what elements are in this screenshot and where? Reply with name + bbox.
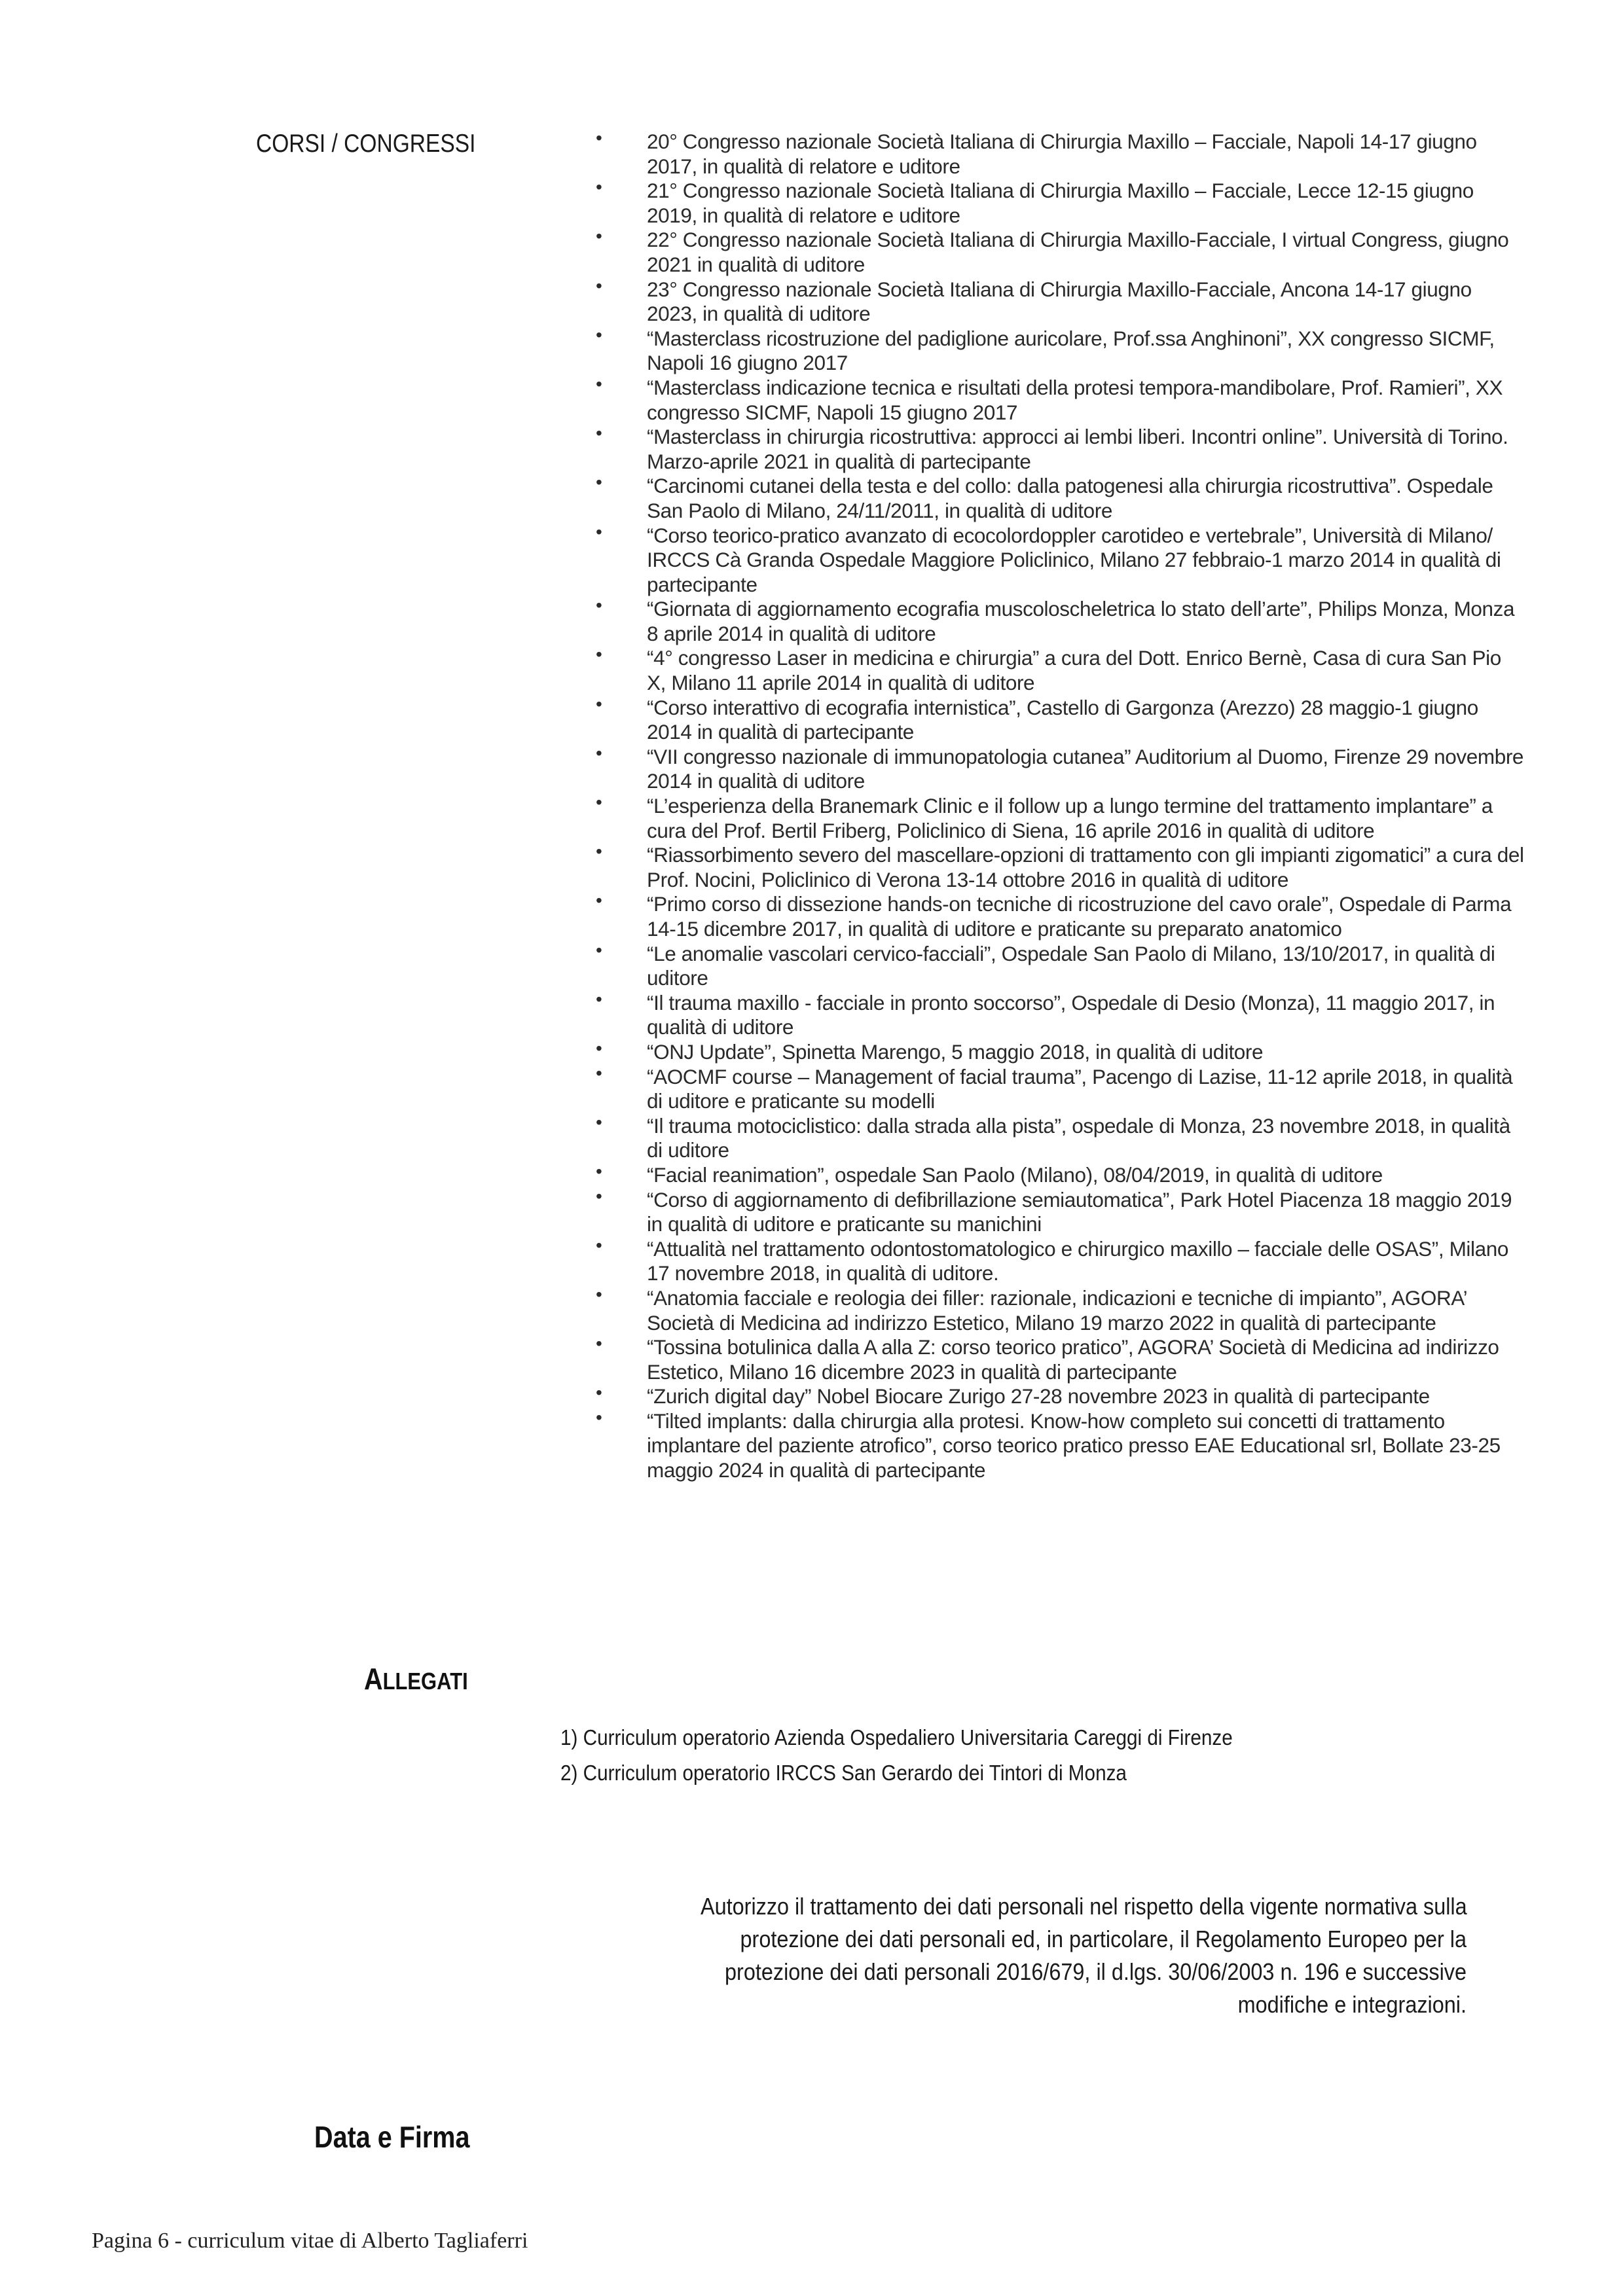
attachment-item: 2) Curriculum operatorio IRCCS San Gerardo dei Tintori di Monza bbox=[560, 1761, 1127, 1785]
attachments-heading-rest: LLEGATI bbox=[382, 1668, 468, 1695]
privacy-line: protezione dei dati personali ed, in particolare, il Regolamento Europeo per la bbox=[740, 1926, 1467, 1952]
course-item: • “Masterclass in chirurgia ricostruttiva: approcci ai lembi liberi. Incontri online”. Università di Torino. Marzo-aprile 2021 in qualità di partecipante bbox=[647, 425, 1524, 474]
page-footer: Pagina 6 - curriculum vitae di Alberto Tagliaferri bbox=[92, 2229, 528, 2253]
course-item: • “Il trauma maxillo - facciale in pronto soccorso”, Ospedale di Desio (Monza), 11 maggio 2017, in qualità di uditore bbox=[647, 991, 1524, 1040]
course-item: • “ONJ Update”, Spinetta Marengo, 5 maggio 2018, in qualità di uditore bbox=[647, 1040, 1524, 1065]
course-item: • “VII congresso nazionale di immunopatologia cutanea” Auditorium al Duomo, Firenze 29 novembre 2014 in qualità di uditore bbox=[647, 745, 1524, 794]
course-item: • “Anatomia facciale e reologia dei filler: razionale, indicazioni e tecniche di impianto”, AGORA’ Società di Medicina ad indirizzo Estetico, Milano 19 marzo 2022 in qualità di partecipante bbox=[647, 1286, 1524, 1335]
course-item: • 23° Congresso nazionale Società Italiana di Chirurgia Maxillo-Facciale, Ancona 14-17 giugno 2023, in qualità di uditore bbox=[647, 278, 1524, 327]
course-item: • “Giornata di aggiornamento ecografia muscoloscheletrica lo stato dell’arte”, Philips Monza, Monza 8 aprile 2014 in qualità di uditore bbox=[647, 597, 1524, 646]
course-item: • “Corso teorico-pratico avanzato di ecocolordoppler carotideo e vertebrale”, Università di Milano/ IRCCS Cà Granda Ospedale Maggiore Policlinico, Milano 27 febbraio-1 marzo 2014 in qualità di partecipante bbox=[647, 524, 1524, 598]
courses-list bbox=[647, 130, 1524, 1483]
privacy-line: protezione dei dati personali 2016/679, il d.lgs. 30/06/2003 n. 196 e successive bbox=[725, 1958, 1467, 1985]
course-item: • “Le anomalie vascolari cervico-facciali”, Ospedale San Paolo di Milano, 13/10/2017, in qualità di uditore bbox=[647, 942, 1524, 991]
course-item: • 21° Congresso nazionale Società Italiana di Chirurgia Maxillo – Facciale, Lecce 12-15 giugno 2019, in qualità di relatore e uditore bbox=[647, 179, 1524, 228]
privacy-line: Autorizzo il trattamento dei dati personali nel rispetto della vigente normativa sulla bbox=[701, 1893, 1467, 1920]
date-signature-label: Data e Firma bbox=[314, 2120, 470, 2154]
attachments-heading bbox=[364, 1661, 468, 1696]
course-item: • “Masterclass ricostruzione del padiglione auricolare, Prof.ssa Anghinoni”, XX congresso SICMF, Napoli 16 giugno 2017 bbox=[647, 327, 1524, 376]
privacy-consent-note bbox=[615, 1890, 1467, 2021]
course-item: • “Riassorbimento severo del mascellare-opzioni di trattamento con gli impianti zigomatici” a cura del Prof. Nocini, Policlinico di Verona 13-14 ottobre 2016 in qualità di uditore bbox=[647, 843, 1524, 892]
course-item: • “Attualità nel trattamento odontostomatologico e chirurgico maxillo – facciale delle OSAS”, Milano 17 novembre 2018, in qualità di uditore. bbox=[647, 1237, 1524, 1286]
section-label-courses: CORSI / CONGRESSI bbox=[256, 130, 476, 158]
course-item: • “Primo corso di dissezione hands-on tecniche di ricostruzione del cavo orale”, Ospedale di Parma 14-15 dicembre 2017, in qualità di uditore e praticante su preparato anatomico bbox=[647, 892, 1524, 941]
course-item: • “Corso interattivo di ecografia internistica”, Castello di Gargonza (Arezzo) 28 maggio-1 giugno 2014 in qualità di partecipante bbox=[647, 696, 1524, 745]
course-item: • “Il trauma motociclistico: dalla strada alla pista”, ospedale di Monza, 23 novembre 2018, in qualità di uditore bbox=[647, 1114, 1524, 1163]
course-item: • “Corso di aggiornamento di defibrillazione semiautomatica”, Park Hotel Piacenza 18 maggio 2019 in qualità di uditore e praticante su manichini bbox=[647, 1188, 1524, 1237]
attachments-heading-initial: A bbox=[364, 1662, 383, 1696]
course-item: • 20° Congresso nazionale Società Italiana di Chirurgia Maxillo – Facciale, Napoli 14-17 giugno 2017, in qualità di relatore e uditore bbox=[647, 130, 1524, 179]
course-item: • “L’esperienza della Branemark Clinic e il follow up a lungo termine del trattamento implantare” a cura del Prof. Bertil Friberg, Policlinico di Siena, 16 aprile 2016 in qualità di uditore bbox=[647, 794, 1524, 843]
course-item: • “4° congresso Laser in medicina e chirurgia” a cura del Dott. Enrico Bernè, Casa di cura San Pio X, Milano 11 aprile 2014 in qualità di uditore bbox=[647, 646, 1524, 695]
course-item: • “AOCMF course – Management of facial trauma”, Pacengo di Lazise, 11-12 aprile 2018, in qualità di uditore e praticante su modelli bbox=[647, 1065, 1524, 1114]
course-item: • “Zurich digital day” Nobel Biocare Zurigo 27-28 novembre 2023 in qualità di partecipante bbox=[647, 1384, 1524, 1409]
privacy-line: modifiche e integrazioni. bbox=[1237, 1991, 1467, 2018]
course-item: • 22° Congresso nazionale Società Italiana di Chirurgia Maxillo-Facciale, I virtual Congress, giugno 2021 in qualità di uditore bbox=[647, 228, 1524, 277]
course-item: • “Facial reanimation”, ospedale San Paolo (Milano), 08/04/2019, in qualità di uditore bbox=[647, 1163, 1524, 1188]
attachment-item: 1) Curriculum operatorio Azienda Ospedaliero Universitaria Careggi di Firenze bbox=[560, 1725, 1233, 1749]
course-item: • “Masterclass indicazione tecnica e risultati della protesi tempora-mandibolare, Prof. Ramieri”, XX congresso SICMF, Napoli 15 giugno 2017 bbox=[647, 376, 1524, 425]
course-item: • “Tossina botulinica dalla A alla Z: corso teorico pratico”, AGORA’ Società di Medicina ad indirizzo Estetico, Milano 16 dicembre 2023 in qualità di partecipante bbox=[647, 1335, 1524, 1384]
attachments-list bbox=[560, 1720, 1307, 1791]
course-item: • “Tilted implants: dalla chirurgia alla protesi. Know-how completo sui concetti di trattamento implantare del paziente atrofico”, corso teorico pratico presso EAE Educational srl, Bollate 23-25 maggio 2024 in qualità di partecipante bbox=[647, 1409, 1524, 1483]
course-item: • “Carcinomi cutanei della testa e del collo: dalla patogenesi alla chirurgia ricostruttiva”. Ospedale San Paolo di Milano, 24/11/2011, in qualità di uditore bbox=[647, 474, 1524, 523]
